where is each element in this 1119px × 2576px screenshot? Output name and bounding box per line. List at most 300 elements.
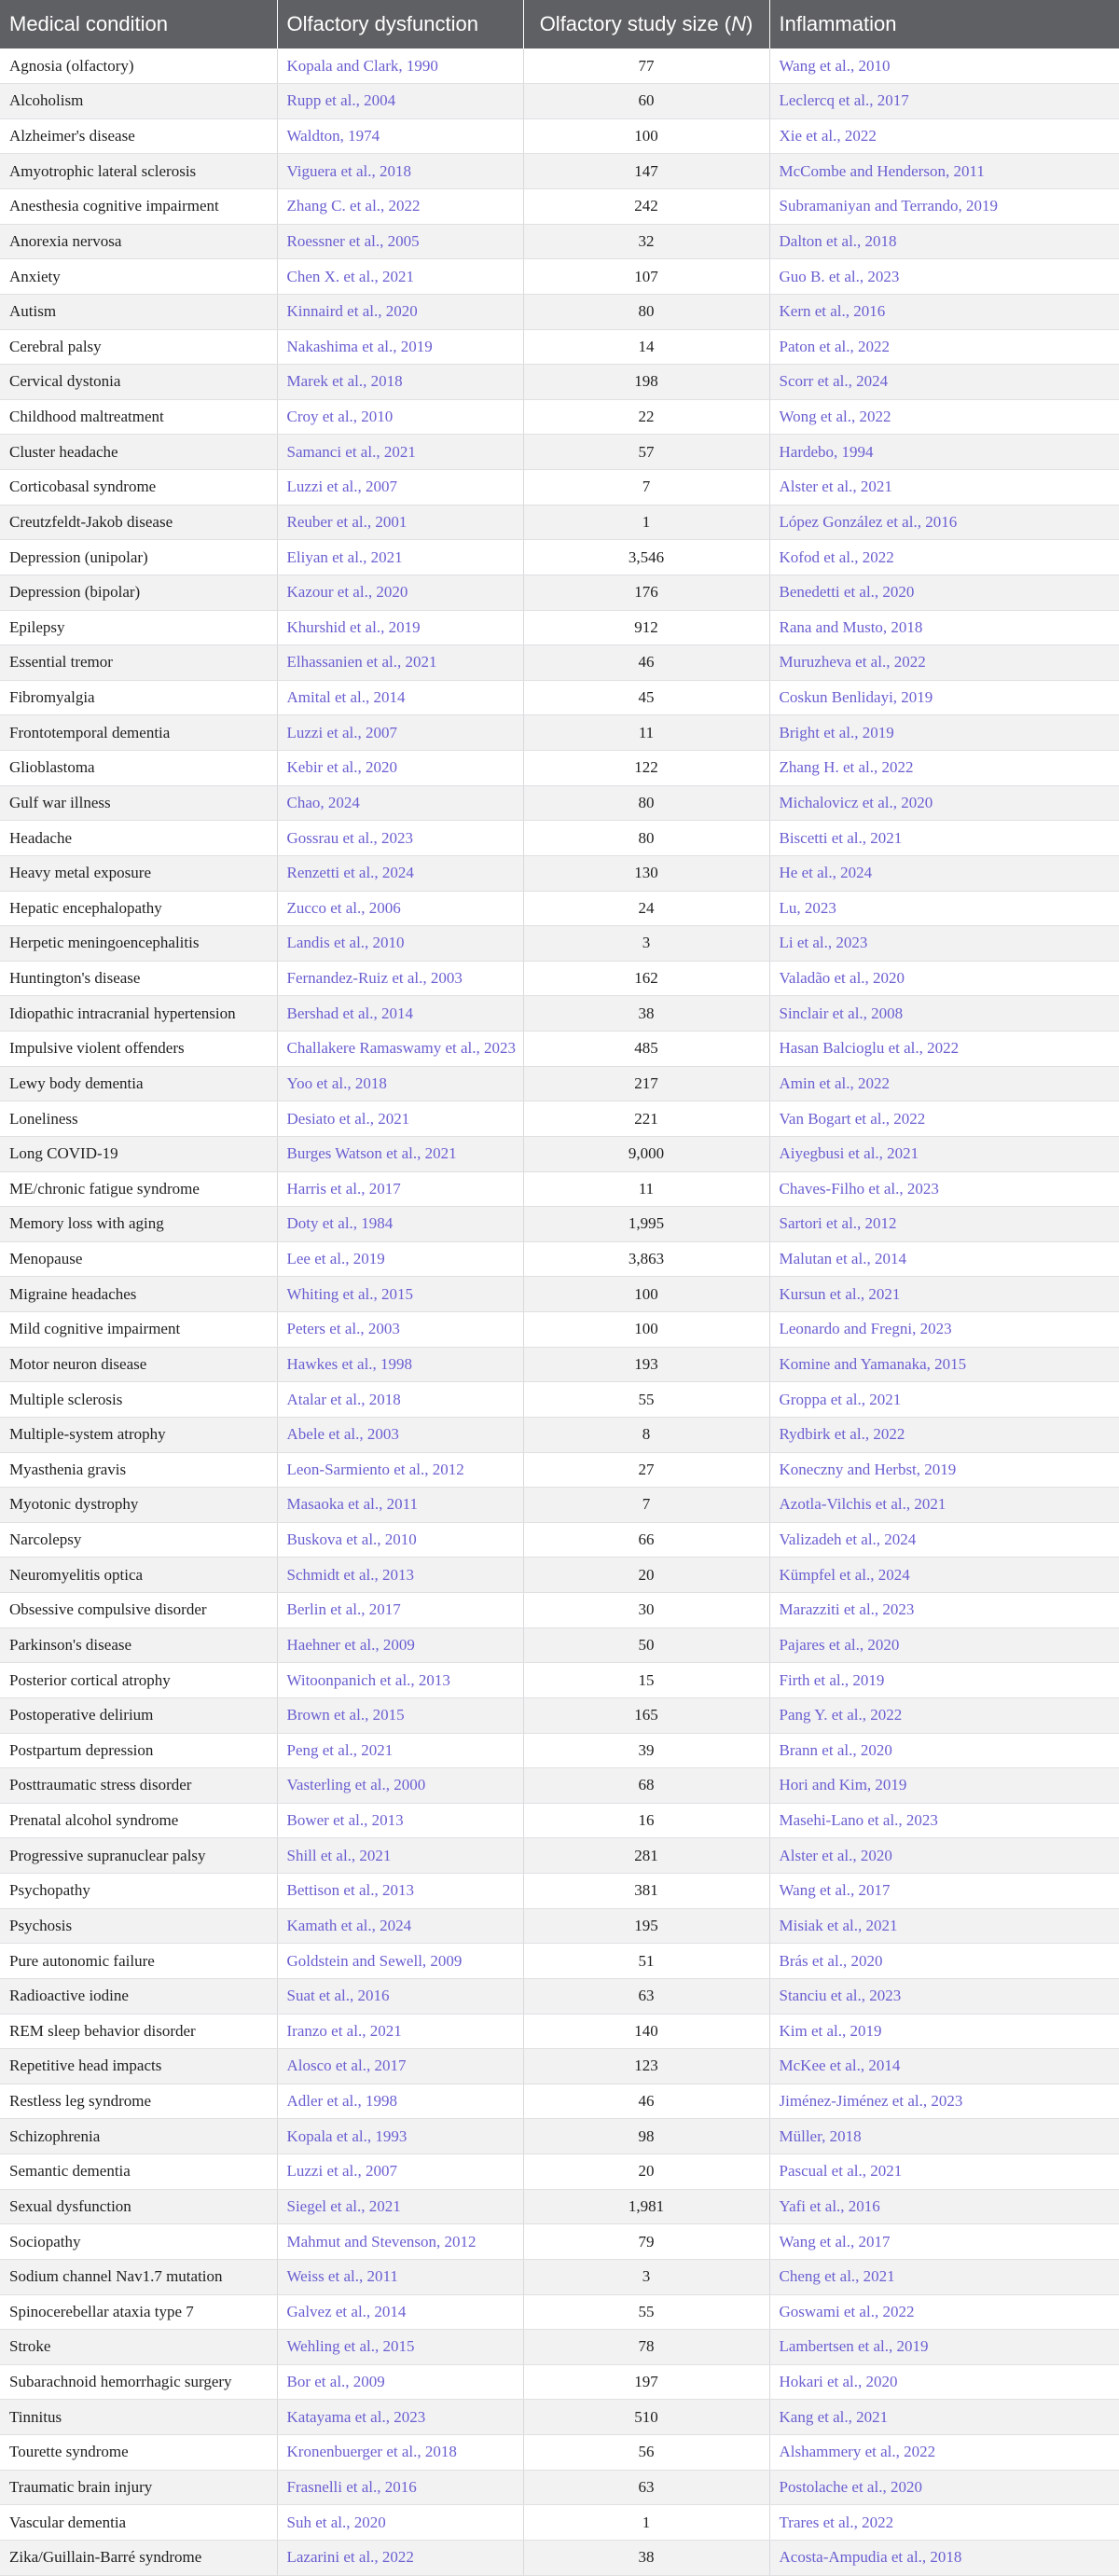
table-row (0, 1032, 1119, 1067)
header-study-size-suffix: ) (745, 12, 753, 35)
inflammation-reference-link[interactable]: Biscetti et al., 2021 (769, 821, 1119, 856)
condition-cell: Memory loss with aging (0, 1207, 277, 1242)
olfactory-reference-link[interactable]: Yoo et al., 2018 (277, 1066, 523, 1101)
study-size-cell: 60 (523, 84, 769, 119)
table-row (0, 2470, 1119, 2505)
olfactory-reference-link[interactable]: Kopala et al., 1993 (277, 2119, 523, 2154)
table-row (0, 2049, 1119, 2084)
condition-cell: Menopause (0, 1241, 277, 1277)
olfactory-reference-link[interactable]: Siegel et al., 2021 (277, 2189, 523, 2224)
inflammation-reference-link[interactable]: Cheng et al., 2021 (769, 2259, 1119, 2294)
table-row (0, 2294, 1119, 2330)
olfactory-reference-link[interactable]: Mahmut and Stevenson, 2012 (277, 2224, 523, 2260)
inflammation-reference-link[interactable]: Müller, 2018 (769, 2119, 1119, 2154)
inflammation-reference-link[interactable]: Leonardo and Fregni, 2023 (769, 1312, 1119, 1348)
inflammation-reference-link[interactable]: Pang Y. et al., 2022 (769, 1697, 1119, 1733)
study-size-cell: 3,546 (523, 540, 769, 575)
study-size-cell: 39 (523, 1733, 769, 1768)
table-row (0, 1066, 1119, 1101)
inflammation-reference-link[interactable]: Brann et al., 2020 (769, 1733, 1119, 1768)
table-row (0, 435, 1119, 470)
study-size-cell: 11 (523, 715, 769, 751)
table-row (0, 2400, 1119, 2435)
olfactory-reference-link[interactable]: Frasnelli et al., 2016 (277, 2470, 523, 2505)
olfactory-reference-link[interactable]: Eliyan et al., 2021 (277, 540, 523, 575)
olfactory-reference-link[interactable]: Amital et al., 2014 (277, 680, 523, 715)
condition-cell: Neuromyelitis optica (0, 1558, 277, 1593)
condition-cell: Alzheimer's disease (0, 118, 277, 154)
condition-cell: Sexual dysfunction (0, 2189, 277, 2224)
inflammation-reference-link[interactable]: Chaves-Filho et al., 2023 (769, 1171, 1119, 1207)
inflammation-reference-link[interactable]: Aiyegbusi et al., 2021 (769, 1136, 1119, 1171)
olfactory-reference-link[interactable]: Witoonpanich et al., 2013 (277, 1663, 523, 1698)
table-row (0, 1908, 1119, 1944)
table-row (0, 2330, 1119, 2365)
condition-cell: Semantic dementia (0, 2154, 277, 2190)
table-row (0, 996, 1119, 1032)
inflammation-reference-link[interactable]: Alster et al., 2021 (769, 470, 1119, 506)
olfactory-reference-link[interactable]: Schmidt et al., 2013 (277, 1558, 523, 1593)
olfactory-reference-link[interactable]: Zhang C. et al., 2022 (277, 189, 523, 225)
olfactory-reference-link[interactable]: Renzetti et al., 2024 (277, 855, 523, 891)
inflammation-reference-link[interactable]: Dalton et al., 2018 (769, 224, 1119, 259)
study-size-cell: 22 (523, 399, 769, 435)
table-row (0, 365, 1119, 400)
olfactory-reference-link[interactable]: Vasterling et al., 2000 (277, 1768, 523, 1804)
inflammation-reference-link[interactable]: Wang et al., 2017 (769, 2224, 1119, 2260)
table-row (0, 1136, 1119, 1171)
study-size-cell: 912 (523, 610, 769, 645)
table-row (0, 645, 1119, 681)
olfactory-reference-link[interactable]: Leon-Sarmiento et al., 2012 (277, 1452, 523, 1488)
olfactory-reference-link[interactable]: Haehner et al., 2009 (277, 1627, 523, 1663)
table-row (0, 2014, 1119, 2049)
table-row (0, 154, 1119, 189)
study-size-cell: 8 (523, 1417, 769, 1452)
inflammation-reference-link[interactable]: Kang et al., 2021 (769, 2400, 1119, 2435)
table-row (0, 1944, 1119, 1979)
olfactory-reference-link[interactable]: Marek et al., 2018 (277, 365, 523, 400)
study-size-cell: 1,981 (523, 2189, 769, 2224)
inflammation-reference-link[interactable]: Koneczny and Herbst, 2019 (769, 1452, 1119, 1488)
inflammation-reference-link[interactable]: Sinclair et al., 2008 (769, 996, 1119, 1032)
condition-cell: Alcoholism (0, 84, 277, 119)
condition-cell: Heavy metal exposure (0, 855, 277, 891)
table-row (0, 785, 1119, 821)
olfactory-reference-link[interactable]: Waldton, 1974 (277, 118, 523, 154)
study-size-cell: 77 (523, 48, 769, 84)
study-size-cell: 80 (523, 294, 769, 329)
study-size-cell: 195 (523, 1908, 769, 1944)
inflammation-reference-link[interactable]: Li et al., 2023 (769, 926, 1119, 962)
inflammation-reference-link[interactable]: Acosta-Ampudia et al., 2018 (769, 2540, 1119, 2575)
header-medical-condition: Medical condition (9, 12, 168, 35)
condition-cell: Glioblastoma (0, 751, 277, 786)
study-size-cell: 281 (523, 1838, 769, 1874)
study-size-cell: 1 (523, 2505, 769, 2541)
inflammation-reference-link[interactable]: McCombe and Henderson, 2011 (769, 154, 1119, 189)
condition-cell: Depression (bipolar) (0, 575, 277, 610)
study-size-cell: 7 (523, 470, 769, 506)
study-size-cell: 100 (523, 1277, 769, 1312)
inflammation-reference-link[interactable]: Kofod et al., 2022 (769, 540, 1119, 575)
inflammation-reference-link[interactable]: Trares et al., 2022 (769, 2505, 1119, 2541)
inflammation-reference-link[interactable]: Kim et al., 2019 (769, 2014, 1119, 2049)
study-size-cell: 130 (523, 855, 769, 891)
inflammation-reference-link[interactable]: Alshammery et al., 2022 (769, 2435, 1119, 2471)
inflammation-reference-link[interactable]: Postolache et al., 2020 (769, 2470, 1119, 2505)
study-size-cell: 11 (523, 1171, 769, 1207)
condition-cell: Childhood maltreatment (0, 399, 277, 435)
olfactory-reference-link[interactable]: Harris et al., 2017 (277, 1171, 523, 1207)
table-row (0, 1171, 1119, 1207)
condition-cell: Epilepsy (0, 610, 277, 645)
study-size-cell: 66 (523, 1522, 769, 1558)
table-row (0, 1382, 1119, 1418)
inflammation-reference-link[interactable]: Wong et al., 2022 (769, 399, 1119, 435)
condition-cell: Fibromyalgia (0, 680, 277, 715)
inflammation-reference-link[interactable]: Azotla-Vilchis et al., 2021 (769, 1488, 1119, 1523)
olfactory-reference-link[interactable]: Alosco et al., 2017 (277, 2049, 523, 2084)
inflammation-reference-link[interactable]: Van Bogart et al., 2022 (769, 1101, 1119, 1137)
condition-cell: Obsessive compulsive disorder (0, 1593, 277, 1628)
table-row (0, 1697, 1119, 1733)
condition-cell: Multiple-system atrophy (0, 1417, 277, 1452)
olfactory-reference-link[interactable]: Croy et al., 2010 (277, 399, 523, 435)
olfactory-reference-link[interactable]: Katayama et al., 2023 (277, 2400, 523, 2435)
olfactory-reference-link[interactable]: Whiting et al., 2015 (277, 1277, 523, 1312)
study-size-cell: 27 (523, 1452, 769, 1488)
olfactory-reference-link[interactable]: Luzzi et al., 2007 (277, 470, 523, 506)
inflammation-reference-link[interactable]: Stanciu et al., 2023 (769, 1978, 1119, 2014)
inflammation-reference-link[interactable]: Lu, 2023 (769, 891, 1119, 926)
table-row (0, 1627, 1119, 1663)
condition-cell: Huntington's disease (0, 961, 277, 996)
condition-cell: Herpetic meningoencephalitis (0, 926, 277, 962)
inflammation-reference-link[interactable]: Rydbirk et al., 2022 (769, 1417, 1119, 1452)
olfactory-reference-link[interactable]: Kronenbuerger et al., 2018 (277, 2435, 523, 2471)
olfactory-reference-link[interactable]: Peng et al., 2021 (277, 1733, 523, 1768)
inflammation-reference-link[interactable]: Rana and Musto, 2018 (769, 610, 1119, 645)
condition-cell: Corticobasal syndrome (0, 470, 277, 506)
study-size-cell: 217 (523, 1066, 769, 1101)
condition-cell: Cluster headache (0, 435, 277, 470)
condition-cell: Anxiety (0, 259, 277, 295)
condition-cell: Frontotemporal dementia (0, 715, 277, 751)
table-row (0, 891, 1119, 926)
inflammation-reference-link[interactable]: López González et al., 2016 (769, 505, 1119, 540)
olfactory-reference-link[interactable]: Masaoka et al., 2011 (277, 1488, 523, 1523)
study-size-cell: 38 (523, 2540, 769, 2575)
olfactory-reference-link[interactable]: Gossrau et al., 2023 (277, 821, 523, 856)
study-size-cell: 100 (523, 118, 769, 154)
condition-cell: Depression (unipolar) (0, 540, 277, 575)
olfactory-reference-link[interactable]: Atalar et al., 2018 (277, 1382, 523, 1418)
study-size-cell: 3,863 (523, 1241, 769, 1277)
olfactory-reference-link[interactable]: Samanci et al., 2021 (277, 435, 523, 470)
inflammation-reference-link[interactable]: Paton et al., 2022 (769, 329, 1119, 365)
olfactory-reference-link[interactable]: Luzzi et al., 2007 (277, 2154, 523, 2190)
inflammation-reference-link[interactable]: Kursun et al., 2021 (769, 1277, 1119, 1312)
olfactory-reference-link[interactable]: Berlin et al., 2017 (277, 1593, 523, 1628)
inflammation-reference-link[interactable]: Brás et al., 2020 (769, 1944, 1119, 1979)
inflammation-reference-link[interactable]: Hasan Balcioglu et al., 2022 (769, 1032, 1119, 1067)
inflammation-reference-link[interactable]: Wang et al., 2010 (769, 48, 1119, 84)
olfactory-reference-link[interactable]: Wehling et al., 2015 (277, 2330, 523, 2365)
inflammation-reference-link[interactable]: Scorr et al., 2024 (769, 365, 1119, 400)
table-row (0, 2435, 1119, 2471)
olfactory-reference-link[interactable]: Lazarini et al., 2022 (277, 2540, 523, 2575)
olfactory-reference-link[interactable]: Peters et al., 2003 (277, 1312, 523, 1348)
inflammation-reference-link[interactable]: McKee et al., 2014 (769, 2049, 1119, 2084)
table-row (0, 224, 1119, 259)
olfactory-reference-link[interactable]: Khurshid et al., 2019 (277, 610, 523, 645)
study-size-cell: 122 (523, 751, 769, 786)
table-row (0, 2189, 1119, 2224)
table-row (0, 2154, 1119, 2190)
olfactory-reference-link[interactable]: Zucco et al., 2006 (277, 891, 523, 926)
study-size-cell: 123 (523, 2049, 769, 2084)
table-row (0, 259, 1119, 295)
inflammation-reference-link[interactable]: Muruzheva et al., 2022 (769, 645, 1119, 681)
study-size-cell: 3 (523, 2259, 769, 2294)
condition-cell: Lewy body dementia (0, 1066, 277, 1101)
olfactory-reference-link[interactable]: Suh et al., 2020 (277, 2505, 523, 2541)
condition-cell: Sodium channel Nav1.7 mutation (0, 2259, 277, 2294)
table-row (0, 1803, 1119, 1838)
study-size-cell: 20 (523, 2154, 769, 2190)
table-row (0, 961, 1119, 996)
condition-cell: Anorexia nervosa (0, 224, 277, 259)
condition-cell: Autism (0, 294, 277, 329)
condition-cell: Subarachnoid hemorrhagic surgery (0, 2364, 277, 2400)
olfactory-reference-link[interactable]: Brown et al., 2015 (277, 1697, 523, 1733)
study-size-cell: 198 (523, 365, 769, 400)
table-row (0, 540, 1119, 575)
table-row (0, 470, 1119, 506)
condition-cell: Schizophrenia (0, 2119, 277, 2154)
study-size-cell: 63 (523, 2470, 769, 2505)
study-size-cell: 80 (523, 785, 769, 821)
inflammation-reference-link[interactable]: Wang et al., 2017 (769, 1874, 1119, 1909)
condition-cell: Cervical dystonia (0, 365, 277, 400)
olfactory-reference-link[interactable]: Bershad et al., 2014 (277, 996, 523, 1032)
olfactory-reference-link[interactable]: Challakere Ramaswamy et al., 2023 (277, 1032, 523, 1067)
condition-cell: Migraine headaches (0, 1277, 277, 1312)
olfactory-reference-link[interactable]: Bettison et al., 2013 (277, 1874, 523, 1909)
inflammation-reference-link[interactable]: Pajares et al., 2020 (769, 1627, 1119, 1663)
table-row (0, 2224, 1119, 2260)
table-row (0, 821, 1119, 856)
condition-cell: Stroke (0, 2330, 277, 2365)
olfactory-reference-link[interactable]: Landis et al., 2010 (277, 926, 523, 962)
olfactory-reference-link[interactable]: Bor et al., 2009 (277, 2364, 523, 2400)
header-study-size-prefix: Olfactory study size ( (539, 12, 732, 35)
condition-cell: Tinnitus (0, 2400, 277, 2435)
olfactory-reference-link[interactable]: Kamath et al., 2024 (277, 1908, 523, 1944)
condition-cell: Loneliness (0, 1101, 277, 1137)
study-size-cell: 50 (523, 1627, 769, 1663)
study-size-cell: 9,000 (523, 1136, 769, 1171)
inflammation-reference-link[interactable]: Kümpfel et al., 2024 (769, 1558, 1119, 1593)
condition-cell: Posttraumatic stress disorder (0, 1768, 277, 1804)
condition-cell: Mild cognitive impairment (0, 1312, 277, 1348)
inflammation-reference-link[interactable]: Alster et al., 2020 (769, 1838, 1119, 1874)
olfactory-reference-link[interactable]: Kazour et al., 2020 (277, 575, 523, 610)
condition-cell: Multiple sclerosis (0, 1382, 277, 1418)
header-study-size (523, 0, 769, 48)
olfactory-reference-link[interactable]: Kopala and Clark, 1990 (277, 48, 523, 84)
olfactory-reference-link[interactable]: Adler et al., 1998 (277, 2084, 523, 2119)
inflammation-reference-link[interactable]: Marazziti et al., 2023 (769, 1593, 1119, 1628)
study-size-cell: 14 (523, 329, 769, 365)
study-size-cell: 197 (523, 2364, 769, 2400)
inflammation-reference-link[interactable]: Xie et al., 2022 (769, 118, 1119, 154)
inflammation-reference-link[interactable]: Hardebo, 1994 (769, 435, 1119, 470)
inflammation-reference-link[interactable]: Michalovicz et al., 2020 (769, 785, 1119, 821)
inflammation-reference-link[interactable]: Masehi-Lano et al., 2023 (769, 1803, 1119, 1838)
study-size-cell: 221 (523, 1101, 769, 1137)
inflammation-reference-link[interactable]: Yafi et al., 2016 (769, 2189, 1119, 2224)
inflammation-reference-link[interactable]: Valadão et al., 2020 (769, 961, 1119, 996)
study-size-cell: 107 (523, 259, 769, 295)
condition-cell: Motor neuron disease (0, 1347, 277, 1382)
table-row (0, 48, 1119, 84)
inflammation-reference-link[interactable]: Hokari et al., 2020 (769, 2364, 1119, 2400)
study-size-cell: 79 (523, 2224, 769, 2260)
inflammation-reference-link[interactable]: Benedetti et al., 2020 (769, 575, 1119, 610)
inflammation-reference-link[interactable]: Komine and Yamanaka, 2015 (769, 1347, 1119, 1382)
table-row (0, 2505, 1119, 2541)
inflammation-reference-link[interactable]: Guo B. et al., 2023 (769, 259, 1119, 295)
olfactory-reference-link[interactable]: Goldstein and Sewell, 2009 (277, 1944, 523, 1979)
condition-cell: Posterior cortical atrophy (0, 1663, 277, 1698)
inflammation-reference-link[interactable]: Malutan et al., 2014 (769, 1241, 1119, 1277)
olfactory-reference-link[interactable]: Burges Watson et al., 2021 (277, 1136, 523, 1171)
olfactory-reference-link[interactable]: Abele et al., 2003 (277, 1417, 523, 1452)
inflammation-reference-link[interactable]: Zhang H. et al., 2022 (769, 751, 1119, 786)
olfactory-reference-link[interactable]: Reuber et al., 2001 (277, 505, 523, 540)
table-row (0, 189, 1119, 225)
table-row (0, 610, 1119, 645)
table-row (0, 1558, 1119, 1593)
table-row (0, 1101, 1119, 1137)
header-row (0, 0, 1119, 48)
olfactory-reference-link[interactable]: Fernandez-Ruiz et al., 2003 (277, 961, 523, 996)
condition-cell: Narcolepsy (0, 1522, 277, 1558)
condition-cell: ME/chronic fatigue syndrome (0, 1171, 277, 1207)
olfactory-reference-link[interactable]: Doty et al., 1984 (277, 1207, 523, 1242)
table-row (0, 294, 1119, 329)
inflammation-reference-link[interactable]: Pascual et al., 2021 (769, 2154, 1119, 2190)
olfactory-reference-link[interactable]: Chen X. et al., 2021 (277, 259, 523, 295)
condition-cell: Idiopathic intracranial hypertension (0, 996, 277, 1032)
study-size-cell: 1,995 (523, 1207, 769, 1242)
table-row (0, 926, 1119, 962)
table-row (0, 1733, 1119, 1768)
inflammation-reference-link[interactable]: Valizadeh et al., 2024 (769, 1522, 1119, 1558)
inflammation-reference-link[interactable]: Amin et al., 2022 (769, 1066, 1119, 1101)
olfactory-reference-link[interactable]: Chao, 2024 (277, 785, 523, 821)
table-row (0, 2540, 1119, 2575)
condition-cell: Impulsive violent offenders (0, 1032, 277, 1067)
olfactory-reference-link[interactable]: Bower et al., 2013 (277, 1803, 523, 1838)
olfactory-reference-link[interactable]: Kinnaird et al., 2020 (277, 294, 523, 329)
condition-cell: Zika/Guillain-Barré syndrome (0, 2540, 277, 2575)
study-size-cell: 30 (523, 1593, 769, 1628)
inflammation-reference-link[interactable]: Jiménez-Jiménez et al., 2023 (769, 2084, 1119, 2119)
olfactory-reference-link[interactable]: Luzzi et al., 2007 (277, 715, 523, 751)
study-size-cell: 46 (523, 645, 769, 681)
inflammation-reference-link[interactable]: Hori and Kim, 2019 (769, 1768, 1119, 1804)
table-row (0, 715, 1119, 751)
inflammation-reference-link[interactable]: Kern et al., 2016 (769, 294, 1119, 329)
header-olfactory-dysfunction: Olfactory dysfunction (277, 0, 523, 48)
inflammation-reference-link[interactable]: Subramaniyan and Terrando, 2019 (769, 189, 1119, 225)
inflammation-reference-link[interactable]: Firth et al., 2019 (769, 1663, 1119, 1698)
condition-cell: Headache (0, 821, 277, 856)
table-row (0, 118, 1119, 154)
inflammation-reference-link[interactable]: Sartori et al., 2012 (769, 1207, 1119, 1242)
olfactory-reference-link[interactable]: Lee et al., 2019 (277, 1241, 523, 1277)
study-size-cell: 7 (523, 1488, 769, 1523)
olfactory-reference-link[interactable]: Suat et al., 2016 (277, 1978, 523, 2014)
olfactory-reference-link[interactable]: Elhassanien et al., 2021 (277, 645, 523, 681)
table-row (0, 2364, 1119, 2400)
olfactory-reference-link[interactable]: Roessner et al., 2005 (277, 224, 523, 259)
study-size-cell: 100 (523, 1312, 769, 1348)
condition-cell: Agnosia (olfactory) (0, 48, 277, 84)
table-row (0, 399, 1119, 435)
table-row (0, 1347, 1119, 1382)
inflammation-reference-link[interactable]: Misiak et al., 2021 (769, 1908, 1119, 1944)
inflammation-reference-link[interactable]: Groppa et al., 2021 (769, 1382, 1119, 1418)
table-row (0, 1207, 1119, 1242)
table-body (0, 48, 1119, 2575)
olfactory-reference-link[interactable]: Hawkes et al., 1998 (277, 1347, 523, 1382)
olfactory-reference-link[interactable]: Desiato et al., 2021 (277, 1101, 523, 1137)
olfactory-reference-link[interactable]: Kebir et al., 2020 (277, 751, 523, 786)
study-size-cell: 32 (523, 224, 769, 259)
olfactory-reference-link[interactable]: Nakashima et al., 2019 (277, 329, 523, 365)
inflammation-reference-link[interactable]: Leclercq et al., 2017 (769, 84, 1119, 119)
inflammation-reference-link[interactable]: He et al., 2024 (769, 855, 1119, 891)
study-size-cell: 45 (523, 680, 769, 715)
table-row (0, 1522, 1119, 1558)
table-row (0, 1312, 1119, 1348)
olfactory-reference-link[interactable]: Galvez et al., 2014 (277, 2294, 523, 2330)
inflammation-reference-link[interactable]: Bright et al., 2019 (769, 715, 1119, 751)
condition-cell: Traumatic brain injury (0, 2470, 277, 2505)
olfactory-reference-link[interactable]: Iranzo et al., 2021 (277, 2014, 523, 2049)
study-size-cell: 193 (523, 1347, 769, 1382)
olfactory-reference-link[interactable]: Viguera et al., 2018 (277, 154, 523, 189)
inflammation-reference-link[interactable]: Coskun Benlidayi, 2019 (769, 680, 1119, 715)
condition-cell: Pure autonomic failure (0, 1944, 277, 1979)
study-size-cell: 242 (523, 189, 769, 225)
condition-cell: Postpartum depression (0, 1733, 277, 1768)
study-size-cell: 485 (523, 1032, 769, 1067)
inflammation-reference-link[interactable]: Goswami et al., 2022 (769, 2294, 1119, 2330)
table-row (0, 1663, 1119, 1698)
inflammation-reference-link[interactable]: Lambertsen et al., 2019 (769, 2330, 1119, 2365)
olfactory-reference-link[interactable]: Buskova et al., 2010 (277, 1522, 523, 1558)
olfactory-reference-link[interactable]: Shill et al., 2021 (277, 1838, 523, 1874)
olfactory-reference-link[interactable]: Rupp et al., 2004 (277, 84, 523, 119)
study-size-cell: 381 (523, 1874, 769, 1909)
table-row (0, 1874, 1119, 1909)
olfactory-reference-link[interactable]: Weiss et al., 2011 (277, 2259, 523, 2294)
